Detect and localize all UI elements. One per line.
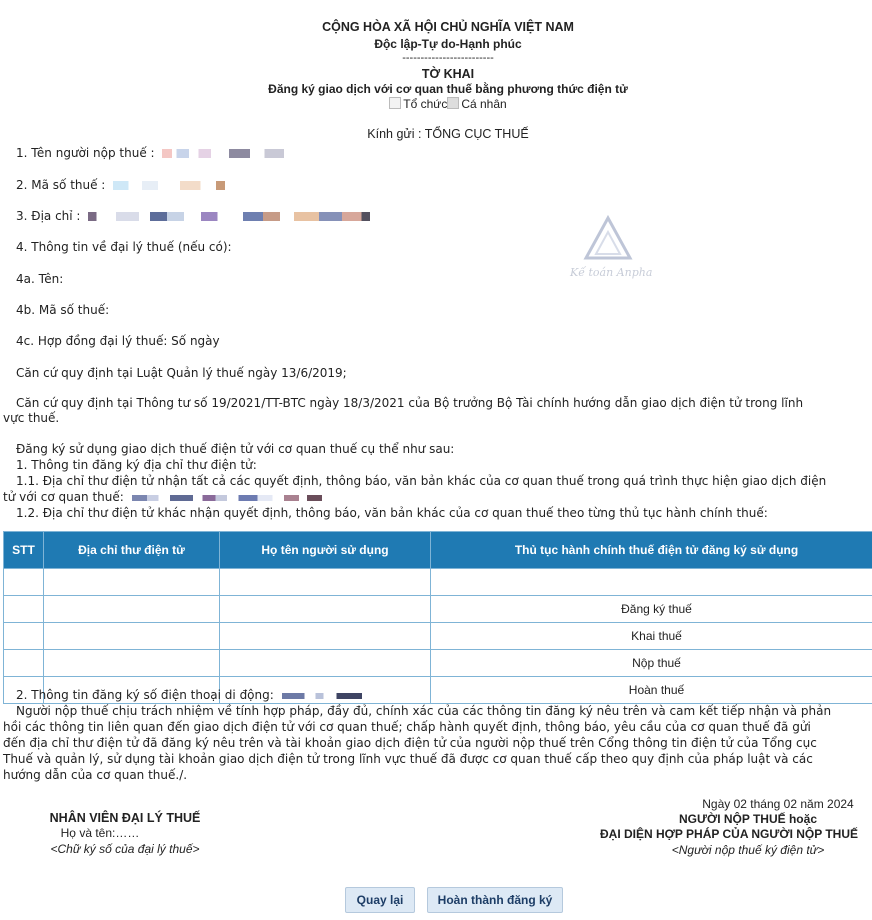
commitment-line1: Người nộp thuế chịu trách nhiệm về tính hợp pháp, đầy đủ, chính xác của các thông tin đăng ký nêu trên và cam kết tiếp nhận và phản	[16, 704, 832, 718]
email-1-1-row	[3, 490, 322, 504]
address-row	[16, 209, 370, 223]
legal-basis-1: Căn cứ quy định tại Luật Quản lý thuế ngày 13/6/2019;	[16, 366, 347, 380]
table-cell	[4, 569, 44, 596]
table-cell	[220, 623, 431, 650]
addressee: Kính gửi : TỔNG CỤC THUẾ	[367, 127, 529, 141]
commitment-line3: đến địa chỉ thư điện tử đã đăng ký nêu trên và tài khoản giao dịch điện tử của người nộp thuế trên Cổng thông tin điện tử của Tổng cục	[3, 736, 817, 750]
table-header-procedure: Thủ tục hành chính thuế điện tử đăng ký sử dụng	[431, 532, 872, 569]
table-cell	[4, 596, 44, 623]
back-button[interactable]: Quay lại	[345, 887, 415, 913]
taxpayer-type-options	[0, 97, 872, 111]
tax-code-row	[16, 178, 225, 192]
form-title: TỜ KHAI	[421, 67, 475, 81]
table-row	[4, 650, 872, 677]
taxpayer-signature-title: NGƯỜI NỘP THUẾ hoặc	[679, 812, 817, 826]
table-cell	[220, 596, 431, 623]
taxpayer-name-row	[16, 146, 284, 160]
taxpayer-name-label: 1. Tên người nộp thuế :	[16, 146, 155, 160]
table-cell	[44, 569, 220, 596]
table-cell	[4, 650, 44, 677]
phone-label: 2. Thông tin đăng ký số điện thoại di động:	[16, 688, 274, 702]
table-header-stt: STT	[4, 532, 44, 569]
table-cell	[44, 596, 220, 623]
email-procedures-table	[3, 531, 872, 704]
motto: Độc lập-Tự do-Hạnh phúc	[374, 37, 522, 51]
redacted-phone	[282, 693, 362, 699]
table-header-email: Địa chỉ thư điện tử	[44, 532, 220, 569]
procedure-cell: Nộp thuế	[431, 650, 872, 677]
agent-tax-code-label: 4b. Mã số thuế:	[16, 303, 110, 317]
email-section-title: 1. Thông tin đăng ký địa chỉ thư điện tử:	[16, 458, 257, 472]
watermark-logo	[568, 214, 663, 289]
table-cell	[431, 569, 872, 596]
procedure-cell: Khai thuế	[431, 623, 872, 650]
email-1-1-line1: 1.1. Địa chỉ thư điện tử nhận tất cả các quyết định, thông báo, văn bản khác của cơ quan thuế trong quá trình thực hiện giao dịch điện	[16, 474, 827, 488]
table-header-user-name: Họ tên người sử dụng	[220, 532, 431, 569]
org-checkbox[interactable]	[389, 97, 401, 109]
watermark-text: Kế toán Anpha	[570, 266, 653, 279]
tax-code-label: 2. Mã số thuế :	[16, 178, 106, 192]
phone-row	[16, 688, 362, 702]
redacted-taxpayer-name	[162, 149, 284, 158]
person-label: Cá nhân	[461, 97, 507, 111]
country-title: CỘNG HÒA XÃ HỘI CHỦ NGHĨA VIỆT NAM	[322, 20, 574, 34]
table-cell	[4, 623, 44, 650]
agent-contract-label: 4c. Hợp đồng đại lý thuế: Số ngày	[16, 334, 220, 348]
table-cell	[44, 623, 220, 650]
complete-registration-button[interactable]: Hoàn thành đăng ký	[427, 887, 563, 913]
commitment-line5: hướng dẫn của cơ quan thuế./.	[3, 768, 188, 782]
agent-name-label: 4a. Tên:	[16, 272, 64, 286]
table-cell	[220, 650, 431, 677]
signature-date: Ngày 02 tháng 02 năm 2024	[702, 797, 854, 811]
form-subtitle: Đăng ký giao dịch với cơ quan thuế bằng phương thức điện tử	[268, 82, 628, 96]
table-row	[4, 623, 872, 650]
commitment-line4: Thuế và quản lý, sử dụng tài khoản giao dịch điện tử trong lĩnh vực thuế đã được cơ quan thuế cấp theo quy định của pháp luật và các	[3, 752, 813, 766]
person-checkbox[interactable]	[447, 97, 459, 109]
registration-intro: Đăng ký sử dụng giao dịch thuế điện tử với cơ quan thuế cụ thể như sau:	[16, 442, 455, 456]
redacted-tax-code	[113, 181, 225, 190]
table-row	[4, 596, 872, 623]
agent-info-label: 4. Thông tin về đại lý thuế (nếu có):	[16, 240, 232, 254]
redacted-address	[88, 212, 370, 221]
procedure-cell: Đăng ký thuế	[431, 596, 872, 623]
commitment-line2: hồi các thông tin liên quan đến giao dịch điện tử với cơ quan thuế; chấp hành quyết định, thông báo, yêu cầu của cơ quan thuế đã gửi	[3, 720, 811, 734]
address-label: 3. Địa chỉ :	[16, 209, 81, 223]
table-cell	[44, 650, 220, 677]
agent-signature-title: NHÂN VIÊN ĐẠI LÝ THUẾ	[49, 811, 201, 825]
agent-name-field: Họ và tên:……	[60, 826, 140, 840]
agent-signature-note: <Chữ ký số của đại lý thuế>	[50, 842, 200, 856]
email-1-2-label: 1.2. Địa chỉ thư điện tử khác nhận quyết định, thông báo, văn bản khác của cơ quan thuế theo từng thủ tục hành chính thuế:	[16, 506, 768, 520]
taxpayer-representative-title: ĐẠI DIỆN HỢP PHÁP CỦA NGƯỜI NỘP THUẾ	[600, 827, 859, 841]
taxpayer-signature-note: <Người nộp thuế ký điện tử>	[671, 843, 825, 857]
table-cell	[220, 569, 431, 596]
org-label: Tổ chức	[403, 97, 448, 111]
email-1-1-line2: tử với cơ quan thuế:	[3, 490, 124, 504]
procedure-cell: Hoàn thuế	[431, 677, 872, 704]
table-header-row	[4, 532, 872, 569]
legal-basis-2-line2: vực thuế.	[3, 411, 60, 425]
legal-basis-2-line1: Căn cứ quy định tại Thông tư số 19/2021/TT-BTC ngày 18/3/2021 của Bộ trưởng Bộ Tài chính hướng dẫn giao dịch điện tử trong lĩnh	[16, 396, 804, 410]
redacted-email	[132, 495, 322, 501]
table-row	[4, 569, 872, 596]
header-separator: -------------------------	[402, 52, 494, 64]
